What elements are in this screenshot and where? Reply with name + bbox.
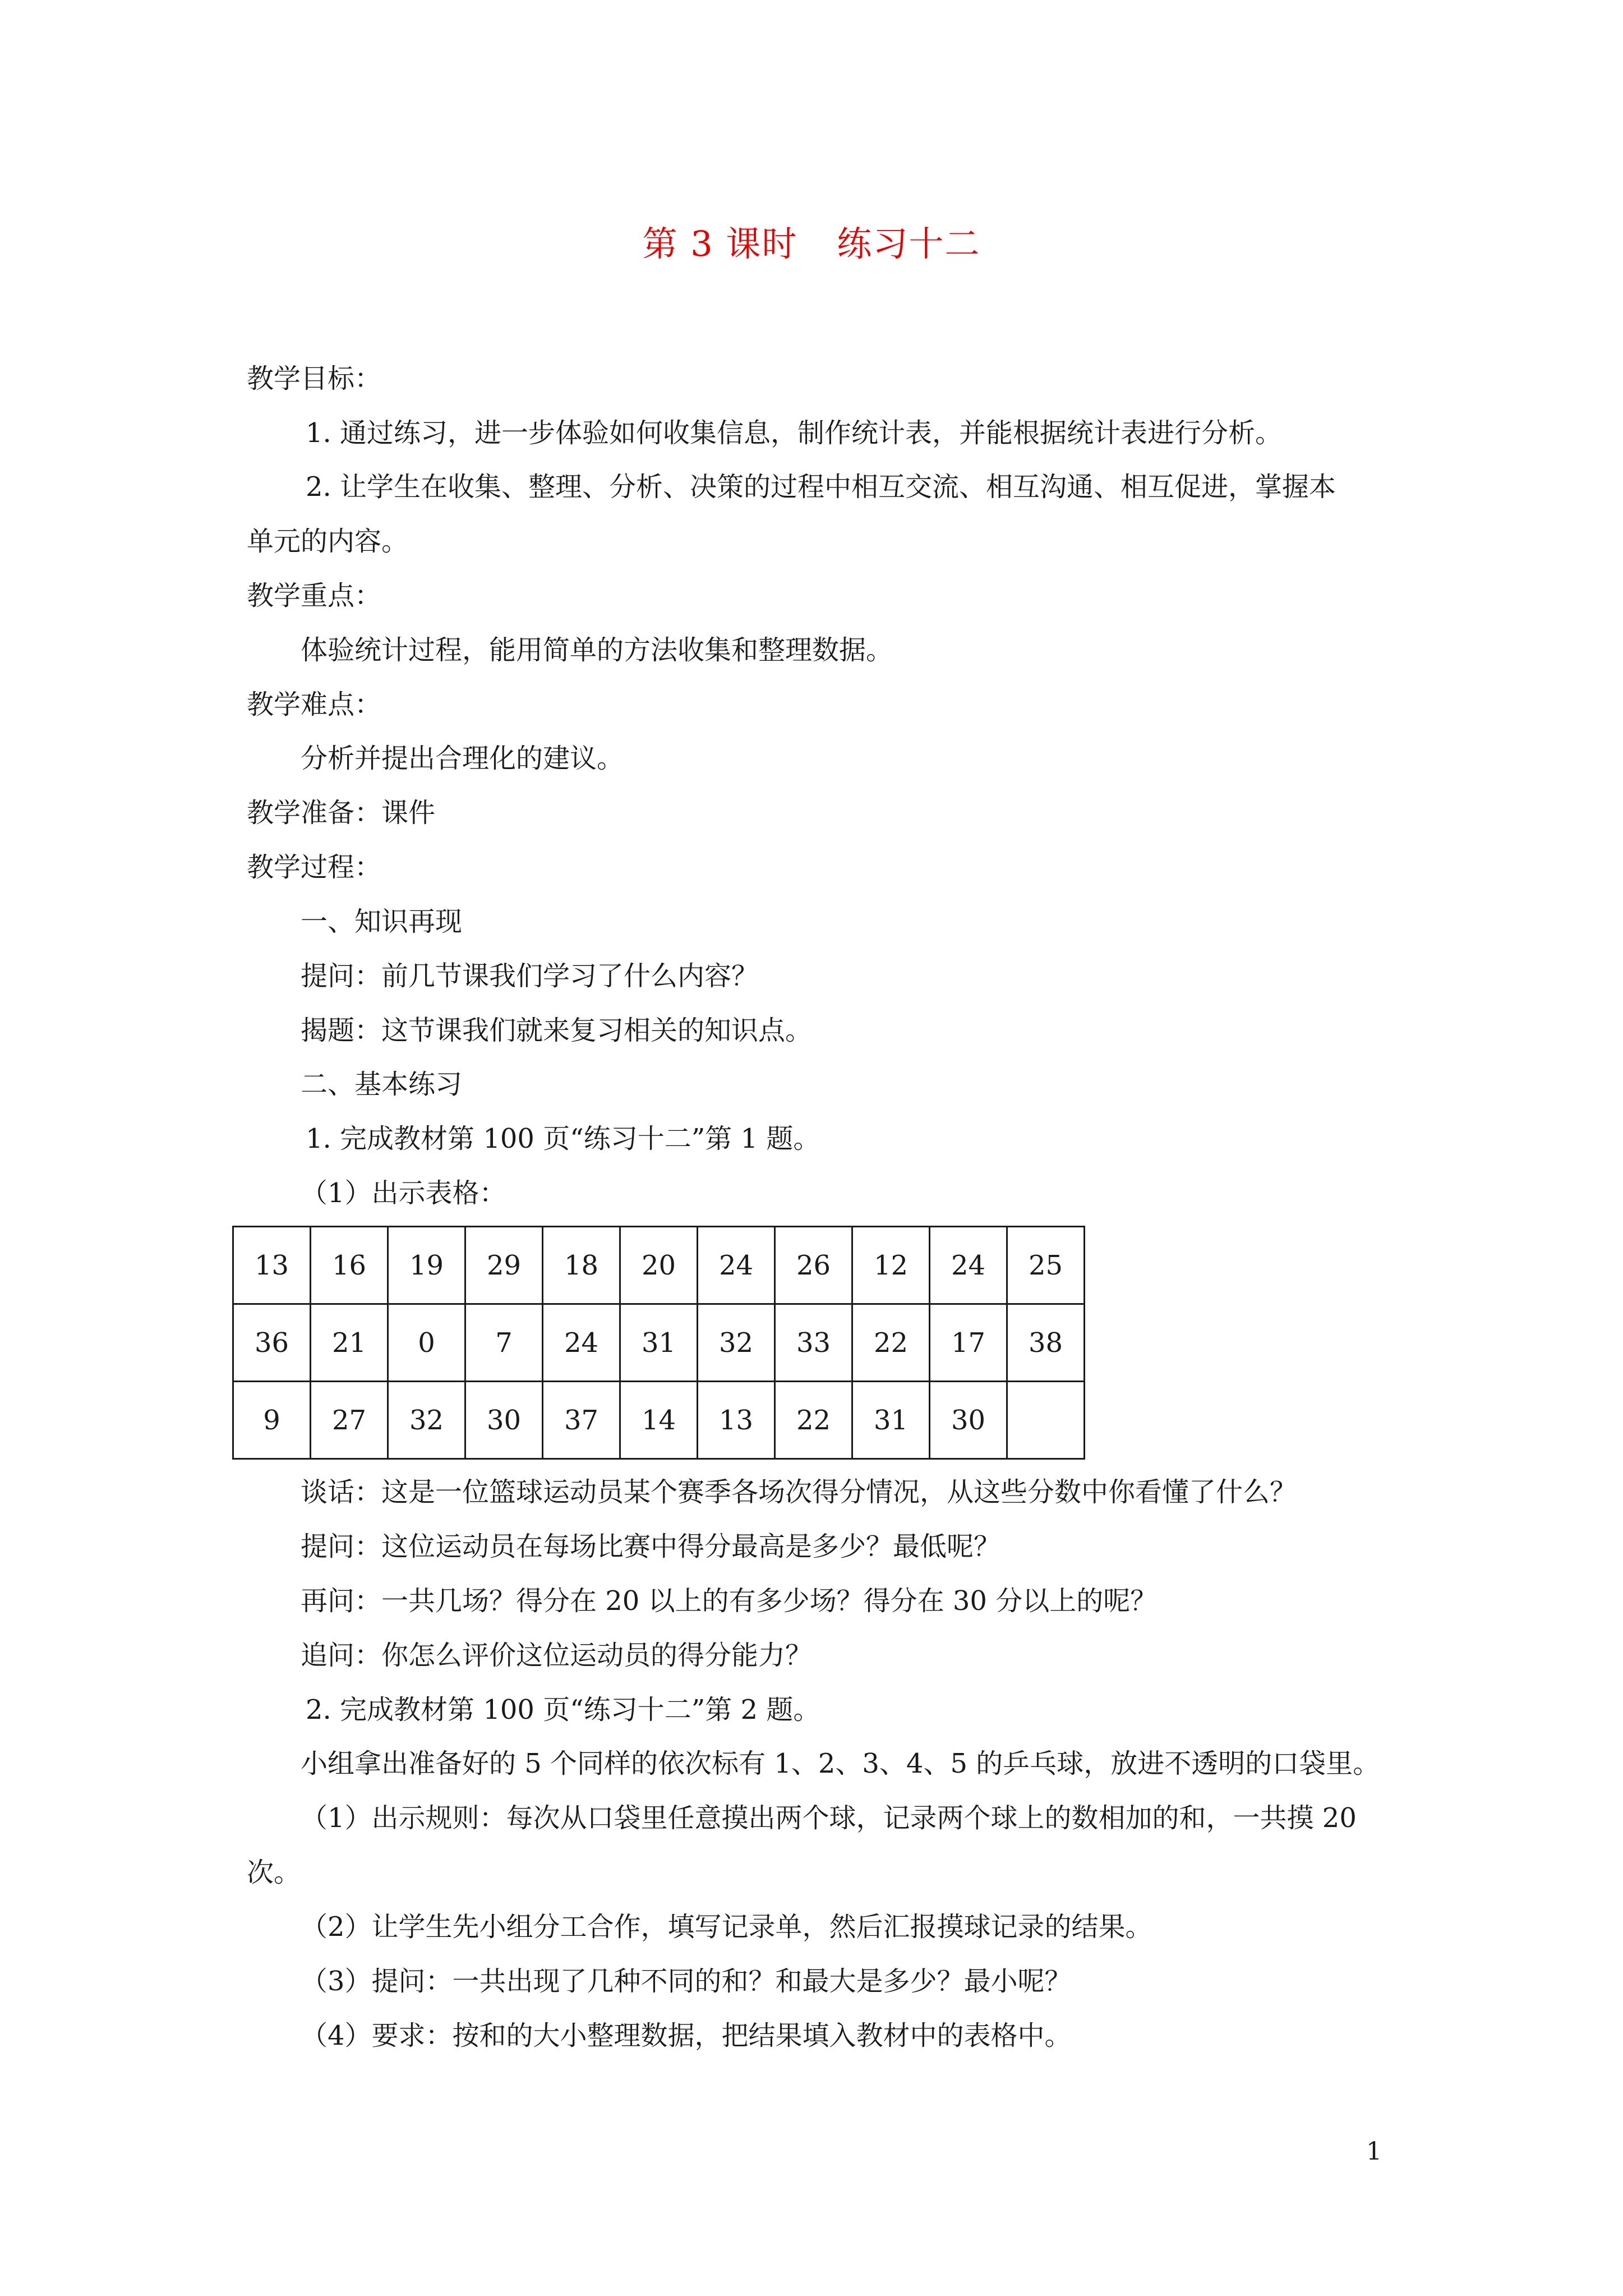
table-row (233, 1382, 1085, 1459)
table-cell: 30 (930, 1382, 1007, 1459)
goals-heading: 教学目标： (247, 363, 382, 394)
table-cell: 18 (543, 1227, 620, 1304)
table-cell: 37 (543, 1382, 620, 1459)
table-cell: 21 (311, 1304, 388, 1382)
table-cell: 24 (543, 1304, 620, 1382)
table-row (233, 1304, 1085, 1382)
table-cell (1007, 1382, 1085, 1459)
table-cell: 36 (233, 1304, 311, 1382)
table-cell: 24 (930, 1227, 1007, 1304)
difficulty-heading: 教学难点： (247, 689, 382, 720)
goal-2-line-2: 单元的内容。 (247, 526, 409, 557)
question-1: 提问：前几节课我们学习了什么内容？ (301, 960, 759, 992)
exercise-2-intro: 小组拿出准备好的 5 个同样的依次标有 1、2、3、4、5 的乒乓球，放进不透明的口袋里。 (301, 1748, 1380, 1779)
process-heading: 教学过程： (247, 852, 382, 883)
ask-3: 追问：你怎么评价这位运动员的得分能力？ (301, 1640, 813, 1671)
table-cell: 16 (311, 1227, 388, 1304)
table-cell: 12 (852, 1227, 930, 1304)
exercise-2-step-1-line-1: （1）出示规则：每次从口袋里任意摸出两个球，记录两个球上的数相加的和，一共摸 20 (301, 1802, 1357, 1834)
table-cell: 7 (465, 1304, 543, 1382)
ask-1: 提问：这位运动员在每场比赛中得分最高是多少？最低呢？ (301, 1531, 1001, 1562)
table-cell: 29 (465, 1227, 543, 1304)
table-cell: 27 (311, 1382, 388, 1459)
table-cell: 26 (775, 1227, 852, 1304)
table-cell: 19 (388, 1227, 465, 1304)
table-cell: 33 (775, 1304, 852, 1382)
talk: 谈话：这是一位篮球运动员某个赛季各场次得分情况，从这些分数中你看懂了什么？ (301, 1476, 1297, 1508)
table-cell: 22 (775, 1382, 852, 1459)
score-table (232, 1226, 1085, 1460)
key-points-text: 体验统计过程，能用简单的方法收集和整理数据。 (301, 634, 893, 666)
table-cell: 9 (233, 1382, 311, 1459)
table-cell: 31 (852, 1382, 930, 1459)
section-2-heading: 二、基本练习 (301, 1069, 463, 1100)
title-lesson: 第 3 课时 (642, 223, 798, 264)
exercise-2-step-4: （4）要求：按和的大小整理数据，把结果填入教材中的表格中。 (301, 2020, 1072, 2051)
reveal-topic: 揭题：这节课我们就来复习相关的知识点。 (301, 1015, 813, 1046)
title-topic: 练习十二 (837, 223, 981, 264)
exercise-2-step-3: （3）提问：一共出现了几种不同的和？和最大是多少？最小呢？ (301, 1966, 1072, 1997)
table-row (233, 1227, 1085, 1304)
table-cell: 22 (852, 1304, 930, 1382)
page-number: 1 (1366, 2137, 1382, 2166)
exercise-2-step-2: （2）让学生先小组分工合作，填写记录单，然后汇报摸球记录的结果。 (301, 1911, 1152, 1943)
exercise-1-step-1: （1）出示表格： (301, 1177, 506, 1209)
page-title (0, 216, 1623, 266)
goal-1: 1. 通过练习，进一步体验如何收集信息，制作统计表，并能根据统计表进行分析。 (306, 417, 1283, 449)
exercise-2: 2. 完成教材第 100 页“练习十二”第 2 题。 (306, 1694, 820, 1726)
table-cell: 13 (233, 1227, 311, 1304)
table-cell: 30 (465, 1382, 543, 1459)
table-cell: 32 (388, 1382, 465, 1459)
goal-2-line-1: 2. 让学生在收集、整理、分析、决策的过程中相互交流、相互沟通、相互促进，掌握本 (306, 471, 1336, 503)
table-cell: 14 (620, 1382, 698, 1459)
table-cell: 24 (698, 1227, 775, 1304)
table-cell: 31 (620, 1304, 698, 1382)
table-cell: 0 (388, 1304, 465, 1382)
exercise-2-step-1-line-2: 次。 (247, 1857, 301, 1888)
table-cell: 32 (698, 1304, 775, 1382)
exercise-1: 1. 完成教材第 100 页“练习十二”第 1 题。 (306, 1123, 820, 1154)
ask-2: 再问：一共几场？得分在 20 以上的有多少场？得分在 30 分以上的呢？ (301, 1585, 1158, 1617)
key-points-heading: 教学重点： (247, 580, 382, 611)
section-1-heading: 一、知识再现 (301, 906, 463, 937)
table-cell: 38 (1007, 1304, 1085, 1382)
difficulty-text: 分析并提出合理化的建议。 (301, 743, 624, 774)
table-cell: 20 (620, 1227, 698, 1304)
preparation: 教学准备：课件 (247, 797, 436, 829)
table-cell: 17 (930, 1304, 1007, 1382)
table-cell: 25 (1007, 1227, 1085, 1304)
table-cell: 13 (698, 1382, 775, 1459)
